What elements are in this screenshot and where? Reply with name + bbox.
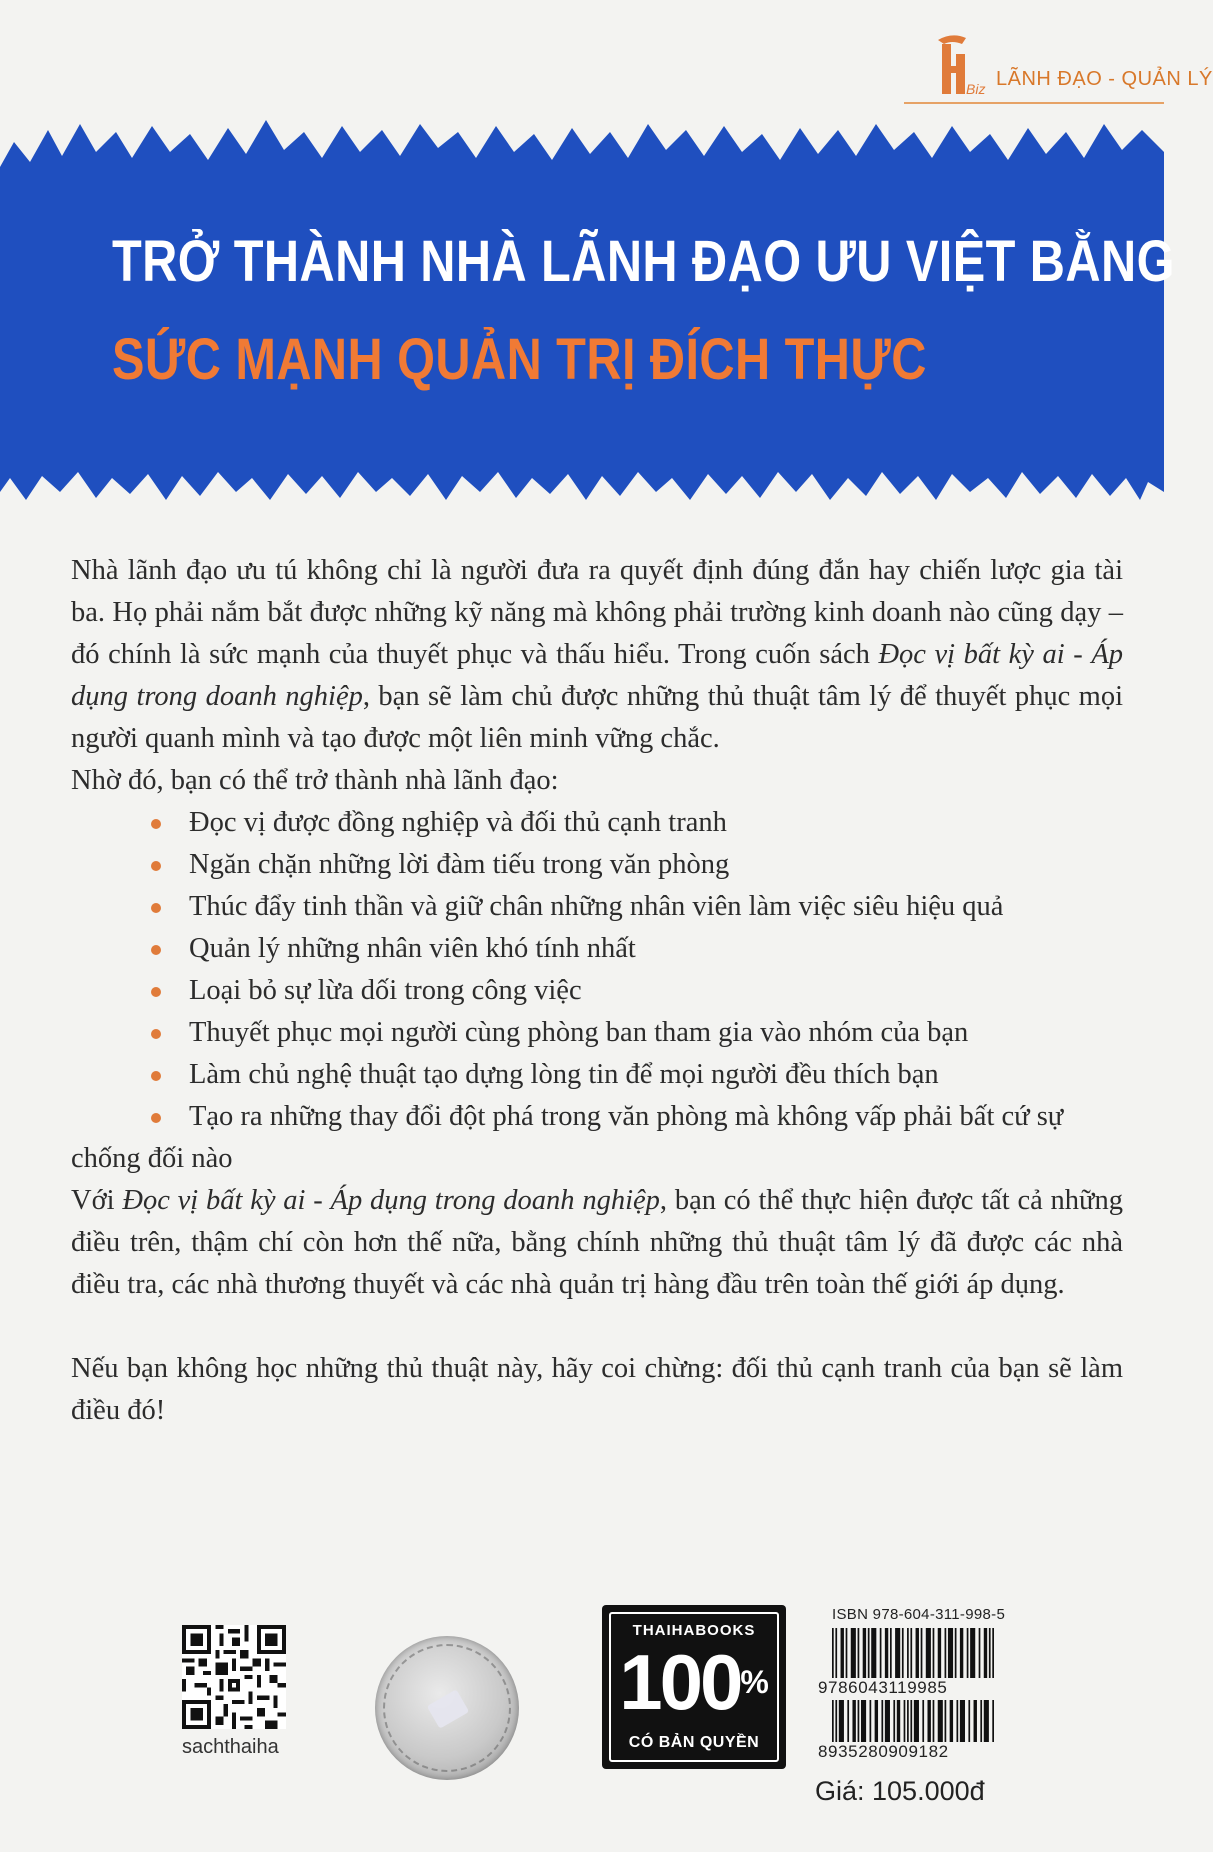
list-item [71,844,1123,886]
list-item [71,1012,1123,1054]
copyright-brand: THAIHABOOKS [632,1622,756,1639]
paragraph-intro-text-a: Nhà lãnh đạo ưu tú không chỉ là người đưa ra quyết định đúng đắn hay chiến lược gia tài ba. Họ phải nắm bắt được những kỹ năng mà không phải trường kinh doanh nào cũng dạy – đó chính là sức mạnh của thuyết phục và thấu hiểu. Trong cuốn sách [71,555,1123,670]
paragraph-conclusion-text-b: , bạn có thể thực hiện được tất cả những điều trên, thậm chí còn hơn thế nữa, bằng chính những thủ thuật tâm lý đã được các nhà điều tra, các nhà thương thuyết và các nhà quản trị hàng đầu trên toàn thế giới áp dụng. [71,1185,1124,1300]
copyright-tag: CÓ BẢN QUYỀN [628,1734,760,1751]
copyright-badge-frame [609,1612,779,1762]
series-label: LÃNH ĐẠO - QUẢN LÝ [996,68,1213,90]
list-item [71,802,1123,844]
list-item [71,886,1123,928]
bullet-icon [151,945,161,955]
paragraph-intro [71,550,1123,760]
paragraph-conclusion-text-a: Với [71,1185,123,1216]
bullet-icon [151,903,161,913]
spacer [71,1306,1123,1348]
benefit-list [71,802,1123,1180]
list-item-text: Loại bỏ sự lừa dối trong công việc [189,975,582,1006]
copyright-number [611,1638,777,1726]
logo-text: Biz [966,81,986,97]
list-item-text: Thuyết phục mọi người cùng phòng ban tham gia vào nhóm của bạn [189,1017,969,1048]
isbn-barcode-icon [832,1628,994,1678]
book-title: Đọc vị bất kỳ ai - Áp dụng trong doanh nghiệp [122,1185,660,1216]
blurb [71,550,1123,1432]
list-item-text: Quản lý những nhân viên khó tính nhất [189,933,636,964]
qr-caption: sachthaiha [182,1736,279,1758]
barcode-digits: 8935280909182 [818,1742,949,1761]
bullet-icon [151,861,161,871]
bullet-icon [151,1113,161,1123]
headline-banner [0,112,1164,502]
product-barcode-icon [832,1700,994,1742]
brand-divider [904,102,1164,104]
list-item-text: Thúc đẩy tinh thần và giữ chân những nhân viên làm việc siêu hiệu quả [189,891,1004,922]
bullet-icon [151,987,161,997]
paragraph-conclusion [71,1180,1123,1306]
publisher-logo-icon [932,32,992,100]
bullet-icon [151,1029,161,1039]
paragraph-warning: Nếu bạn không học những thủ thuật này, hãy coi chừng: đối thủ cạnh tranh của bạn sẽ làm điều đó! [71,1353,1123,1426]
banner-background [0,112,1164,502]
list-item [71,928,1123,970]
isbn-label: ISBN 978-604-311-998-5 [832,1606,1006,1623]
hologram-seal-icon [375,1636,519,1780]
copyright-number-value: 100 [619,1638,741,1726]
list-item-text: Tạo ra những thay đổi đột phá trong văn phòng mà không vấp phải bất cứ sự chống đối nào [71,1101,1064,1174]
list-item [71,1054,1123,1096]
list-item [71,970,1123,1012]
series-brand [904,28,1213,108]
price-label: Giá: 105.000đ [815,1776,985,1806]
banner-subheadline: SỨC MẠNH QUẢN TRỊ ĐÍCH THỰC [112,327,927,392]
book-title: Đọc vị bất kỳ ai - Áp dụng trong doanh nghiệp [71,639,1123,712]
list-item [71,1096,1123,1180]
list-intro: Nhờ đó, bạn có thể trở thành nhà lãnh đạo: [71,765,559,796]
bullet-icon [151,1071,161,1081]
barcode-digits: 9786043119985 [818,1678,948,1697]
list-item-text: Làm chủ nghệ thuật tạo dựng lòng tin để mọi người đều thích bạn [189,1059,939,1090]
list-item-text: Đọc vị được đồng nghiệp và đối thủ cạnh tranh [189,807,727,838]
bullet-icon [151,819,161,829]
list-item-text: Ngăn chặn những lời đàm tiếu trong văn phòng [189,849,730,880]
copyright-percent: % [740,1664,769,1700]
paragraph-intro-text-b: , bạn sẽ làm chủ được những thủ thuật tâm lý để thuyết phục mọi người quanh mình và tạo được một liên minh vững chắc. [71,681,1123,754]
qr-code-icon[interactable] [182,1625,286,1729]
banner-headline: TRỞ THÀNH NHÀ LÃNH ĐẠO ƯU VIỆT BẰNG [112,229,1175,294]
copyright-badge [602,1605,786,1769]
